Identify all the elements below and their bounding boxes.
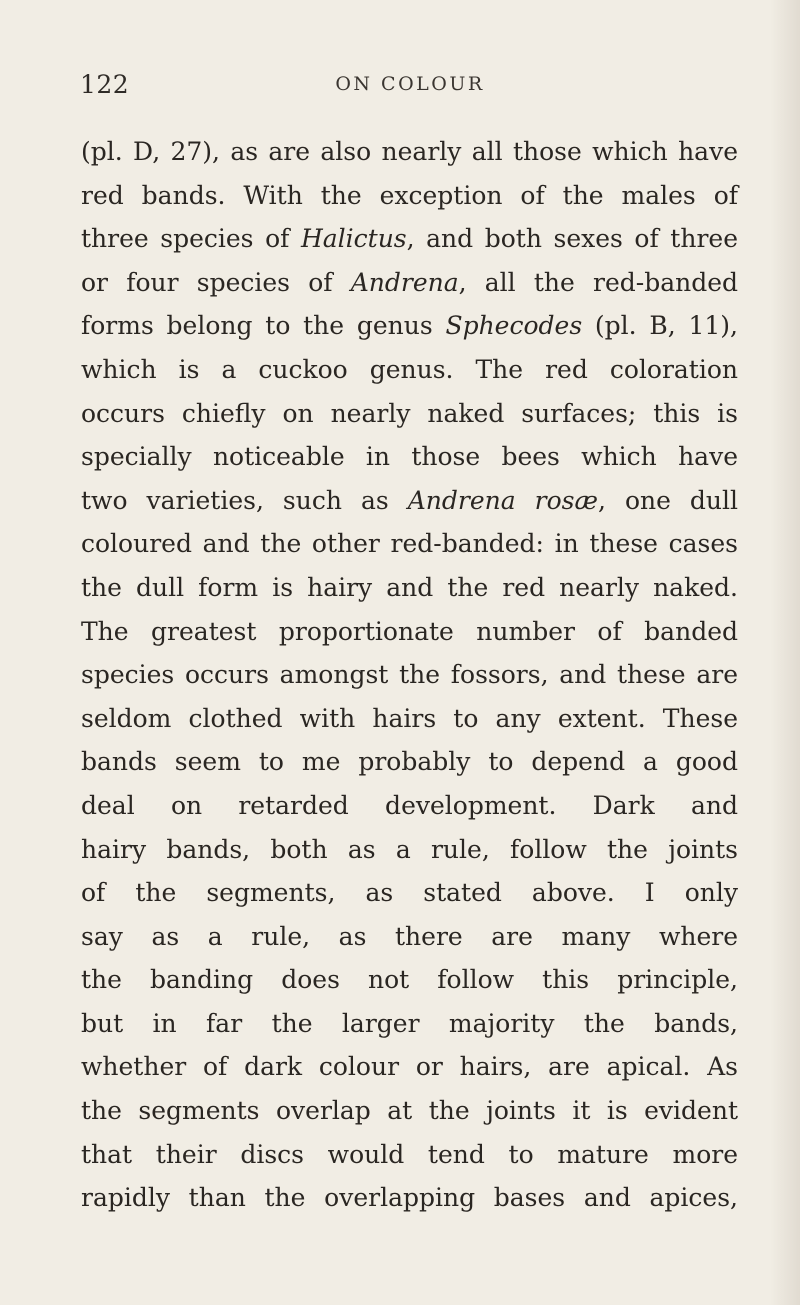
- text-line: [81, 1089, 738, 1133]
- text-line: [81, 217, 738, 261]
- text-run: or four species of: [81, 267, 351, 297]
- page-number: 122: [80, 70, 130, 99]
- page-header: [80, 70, 740, 110]
- text-line: [81, 130, 738, 174]
- text-line: [81, 958, 738, 1002]
- text-line: [81, 915, 738, 959]
- text-run: (pl. D, 27), as are also nearly all those which have: [81, 137, 738, 166]
- text-line: [81, 304, 738, 348]
- text-run: the banding does not follow this principle,: [81, 965, 738, 995]
- text-run: deal on retarded development. Dark and: [81, 790, 738, 820]
- running-head: ON COLOUR: [335, 73, 485, 95]
- text-line: [81, 566, 738, 610]
- body-text: [81, 130, 738, 1220]
- text-line: [81, 261, 738, 305]
- text-run: species occurs amongst the fossors, and these are: [81, 660, 738, 690]
- text-line: [81, 653, 738, 697]
- text-run: , all the red-banded: [458, 267, 739, 297]
- text-run: occurs chiefly on nearly naked surfaces; this is: [81, 398, 738, 428]
- text-run: that their discs would tend to mature more: [81, 1139, 738, 1169]
- text-run: specially noticeable in those bees which have: [81, 442, 738, 472]
- text-line: [81, 348, 738, 392]
- text-run: (pl. B, 11),: [582, 311, 738, 341]
- text-run: The greatest proportionate number of banded: [81, 616, 738, 646]
- text-line: [81, 871, 738, 915]
- text-line: [81, 1045, 738, 1089]
- italic-term: Andrena rosæ: [407, 485, 598, 515]
- text-line: [81, 1176, 738, 1220]
- text-line: [81, 697, 738, 741]
- text-run: two varieties, such as: [81, 485, 408, 515]
- text-line: [81, 610, 738, 654]
- text-run: but in far the larger majority the bands,: [81, 1008, 738, 1038]
- text-run: bands seem to me probably to depend a good: [81, 747, 738, 777]
- text-line: [81, 435, 738, 479]
- text-run: three species of: [81, 224, 301, 254]
- text-line: [81, 522, 738, 566]
- text-run: red bands. With the exception of the males of: [81, 180, 738, 210]
- text-run: seldom clothed with hairs to any extent. These: [81, 703, 738, 733]
- text-line: [81, 740, 738, 784]
- text-run: coloured and the other red-banded: in these cases: [81, 529, 738, 559]
- text-run: the dull form is hairy and the red nearly naked.: [81, 572, 738, 602]
- text-run: the segments overlap at the joints it is evident: [81, 1096, 738, 1126]
- text-run: say as a rule, as there are many where: [81, 921, 738, 951]
- text-run: whether of dark colour or hairs, are apical. As: [81, 1052, 738, 1082]
- text-run: hairy bands, both as a rule, follow the joints: [81, 834, 738, 864]
- text-line: [81, 828, 738, 872]
- text-run: of the segments, as stated above. I only: [81, 878, 738, 908]
- text-line: [81, 174, 738, 218]
- text-run: , one dull: [597, 485, 739, 515]
- text-run: rapidly than the overlapping bases and apices,: [81, 1183, 738, 1213]
- text-line: [81, 479, 738, 523]
- text-line: [81, 1133, 738, 1177]
- italic-term: Andrena: [350, 267, 459, 297]
- text-run: which is a cuckoo genus. The red coloration: [81, 354, 738, 384]
- text-line: [81, 392, 738, 436]
- text-run: forms belong to the genus: [81, 311, 446, 341]
- text-run: , and both sexes of three: [406, 224, 738, 254]
- italic-term: Sphecodes: [445, 311, 583, 341]
- text-line: [81, 784, 738, 828]
- text-line: [81, 1002, 738, 1046]
- italic-term: Halictus: [300, 224, 407, 254]
